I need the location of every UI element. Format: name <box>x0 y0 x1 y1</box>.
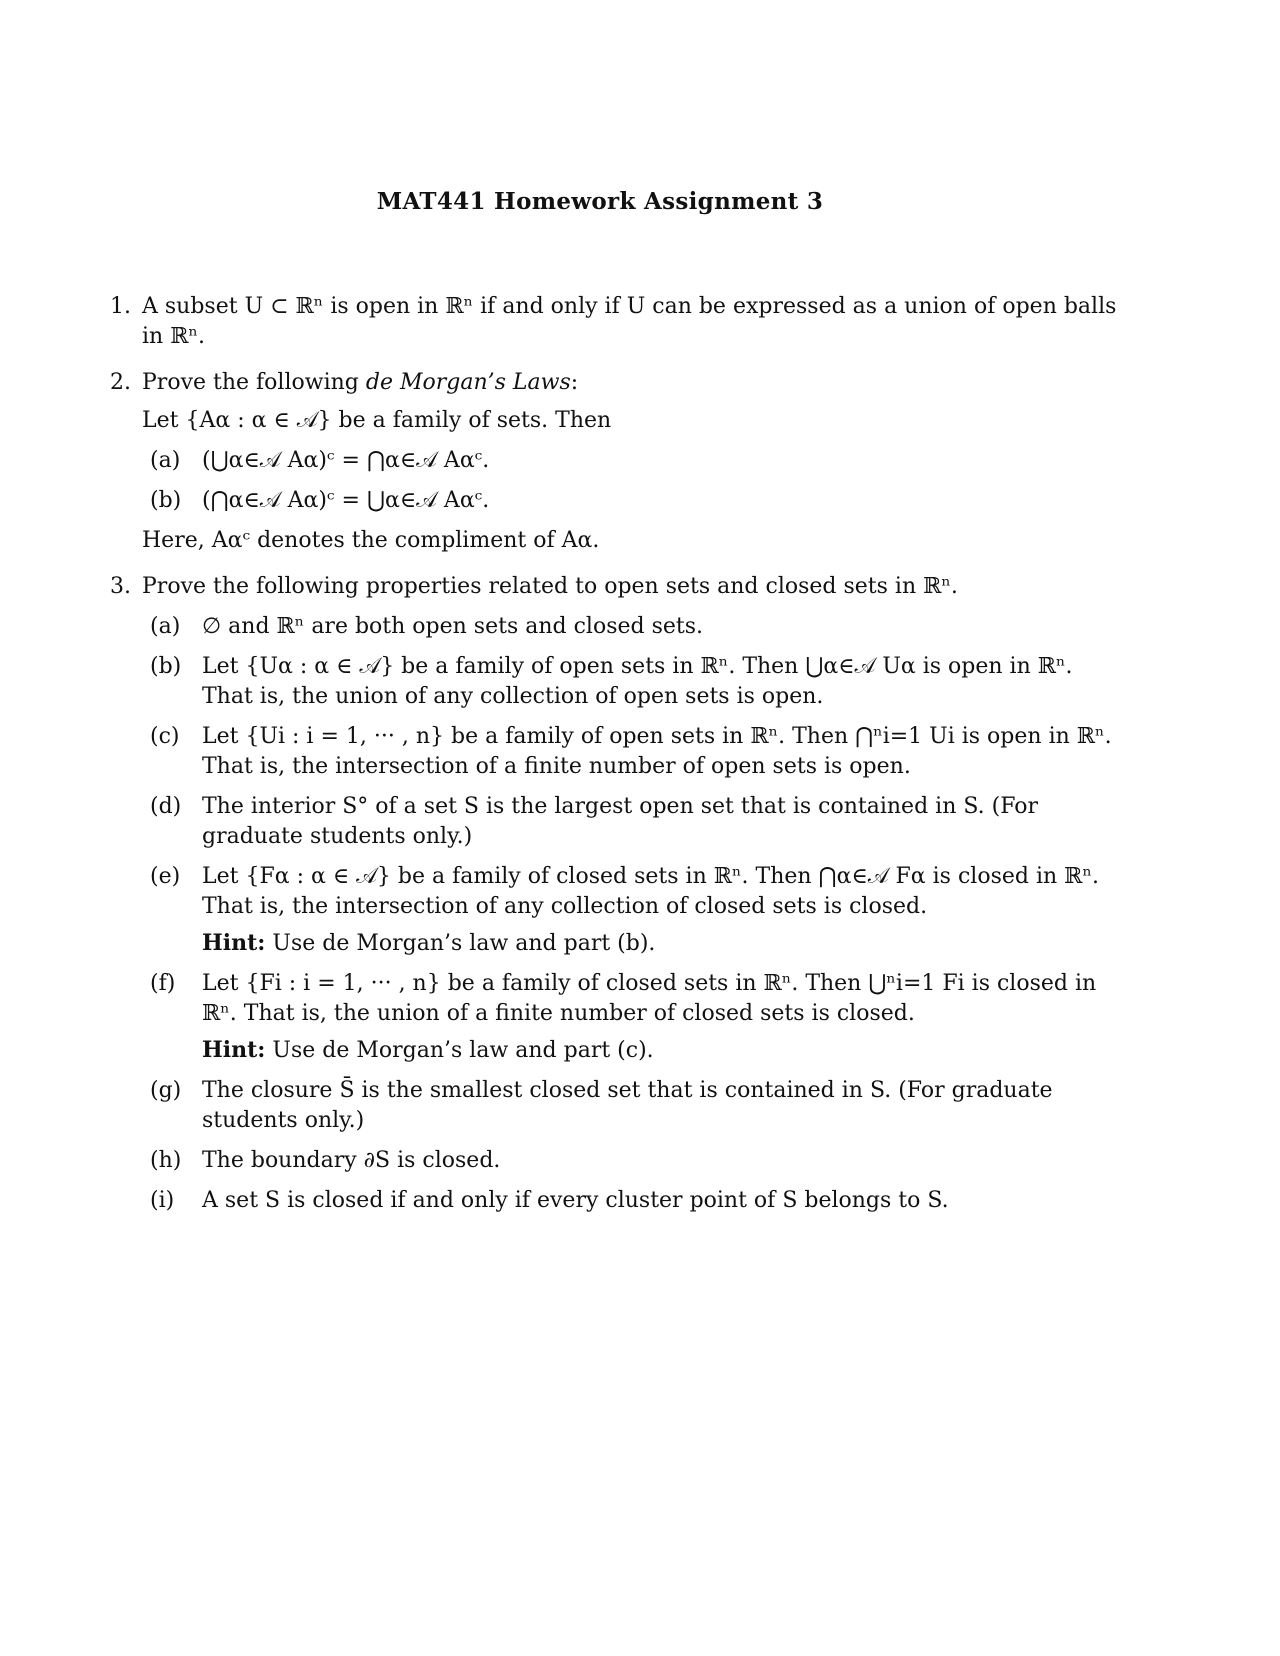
subpart-list <box>142 446 1120 516</box>
emphasis-de-morgans-laws: de Morgan’s Laws <box>365 370 571 395</box>
subpart-text: Let {Fα : α ∈ 𝒜} be a family of closed sets in ℝⁿ. Then ⋂α∈𝒜 Fα is closed in ℝⁿ. That is, the intersection of any collection of closed sets is closed. <box>202 864 1099 919</box>
problem-2 <box>110 368 1120 556</box>
subpart-a <box>150 446 1120 476</box>
statement-lead: Prove the following <box>142 370 366 395</box>
subpart-label: (h) <box>150 1148 182 1173</box>
subpart-text: The interior S° of a set S is the largest open set that is contained in S. (For graduate students only.) <box>202 794 1039 849</box>
problem-1 <box>110 292 1120 352</box>
subpart-text: ∅ and ℝⁿ are both open sets and closed sets. <box>202 614 704 639</box>
subpart-c <box>150 722 1120 782</box>
subpart-text: (⋃α∈𝒜 Aα)ᶜ = ⋂α∈𝒜 Aαᶜ. <box>202 448 490 473</box>
subpart-label: (b) <box>150 654 182 679</box>
subpart-b <box>150 486 1120 516</box>
subpart-label: (a) <box>150 614 181 639</box>
subpart-text: Let {Fi : i = 1, ··· , n} be a family of closed sets in ℝⁿ. Then ⋃ⁿi=1 Fi is closed in ℝⁿ. That is, the union of a finite number of closed sets is closed. <box>202 971 1097 1026</box>
subpart-a <box>150 612 1120 642</box>
subpart-list <box>142 612 1120 1216</box>
subpart-text: (⋂α∈𝒜 Aα)ᶜ = ⋃α∈𝒜 Aαᶜ. <box>202 488 490 513</box>
hint-label: Hint: <box>202 930 266 956</box>
subpart-g <box>150 1076 1120 1136</box>
problem-number: 1. <box>110 294 131 319</box>
subpart-text: Let {Ui : i = 1, ··· , n} be a family of open sets in ℝⁿ. Then ⋂ⁿi=1 Ui is open in ℝⁿ. That is, the intersection of a finite number of open sets is open. <box>202 724 1112 779</box>
hint <box>202 928 1120 959</box>
subpart-e <box>150 862 1120 959</box>
subpart-label: (e) <box>150 864 181 889</box>
subpart-label: (b) <box>150 488 182 513</box>
problem-3 <box>110 572 1120 1216</box>
page-title: MAT441 Homework Assignment 3 <box>376 188 824 215</box>
problem-text: A subset U ⊂ ℝⁿ is open in ℝⁿ if and only if U can be expressed as a union of open balls in ℝⁿ. <box>142 294 1117 349</box>
subpart-label: (i) <box>150 1188 175 1213</box>
statement-tail: : <box>570 370 579 395</box>
hint-text: Use de Morgan’s law and part (b). <box>265 931 656 956</box>
subpart-label: (c) <box>150 724 180 749</box>
hint-label: Hint: <box>202 1037 266 1063</box>
subpart-d <box>150 792 1120 852</box>
problem-note: Here, Aαᶜ denotes the compliment of Aα. <box>142 528 600 553</box>
subpart-f <box>150 969 1120 1066</box>
hint-text: Use de Morgan’s law and part (c). <box>265 1038 654 1063</box>
problem-list <box>110 292 1120 1232</box>
subpart-i <box>150 1186 1120 1216</box>
subpart-label: (d) <box>150 794 182 819</box>
problem-number: 3. <box>110 574 131 599</box>
subpart-text: Let {Uα : α ∈ 𝒜} be a family of open sets in ℝⁿ. Then ⋃α∈𝒜 Uα is open in ℝⁿ. That is, the union of any collection of open sets is open. <box>202 654 1073 709</box>
subpart-label: (f) <box>150 971 176 996</box>
subpart-text: The closure S̄ is the smallest closed set that is contained in S. (For graduate students only.) <box>202 1078 1053 1133</box>
problem-statement <box>142 368 1120 398</box>
subpart-b <box>150 652 1120 712</box>
problem-number: 2. <box>110 370 131 395</box>
subpart-h <box>150 1146 1120 1176</box>
subpart-text: The boundary ∂S is closed. <box>202 1148 501 1173</box>
problem-intro: Let {Aα : α ∈ 𝒜} be a family of sets. Then <box>142 408 612 433</box>
problem-text: Prove the following properties related to open sets and closed sets in ℝⁿ. <box>142 574 958 599</box>
subpart-label: (a) <box>150 448 181 473</box>
subpart-label: (g) <box>150 1078 182 1103</box>
hint <box>202 1035 1120 1066</box>
subpart-text: A set S is closed if and only if every cluster point of S belongs to S. <box>202 1188 949 1213</box>
